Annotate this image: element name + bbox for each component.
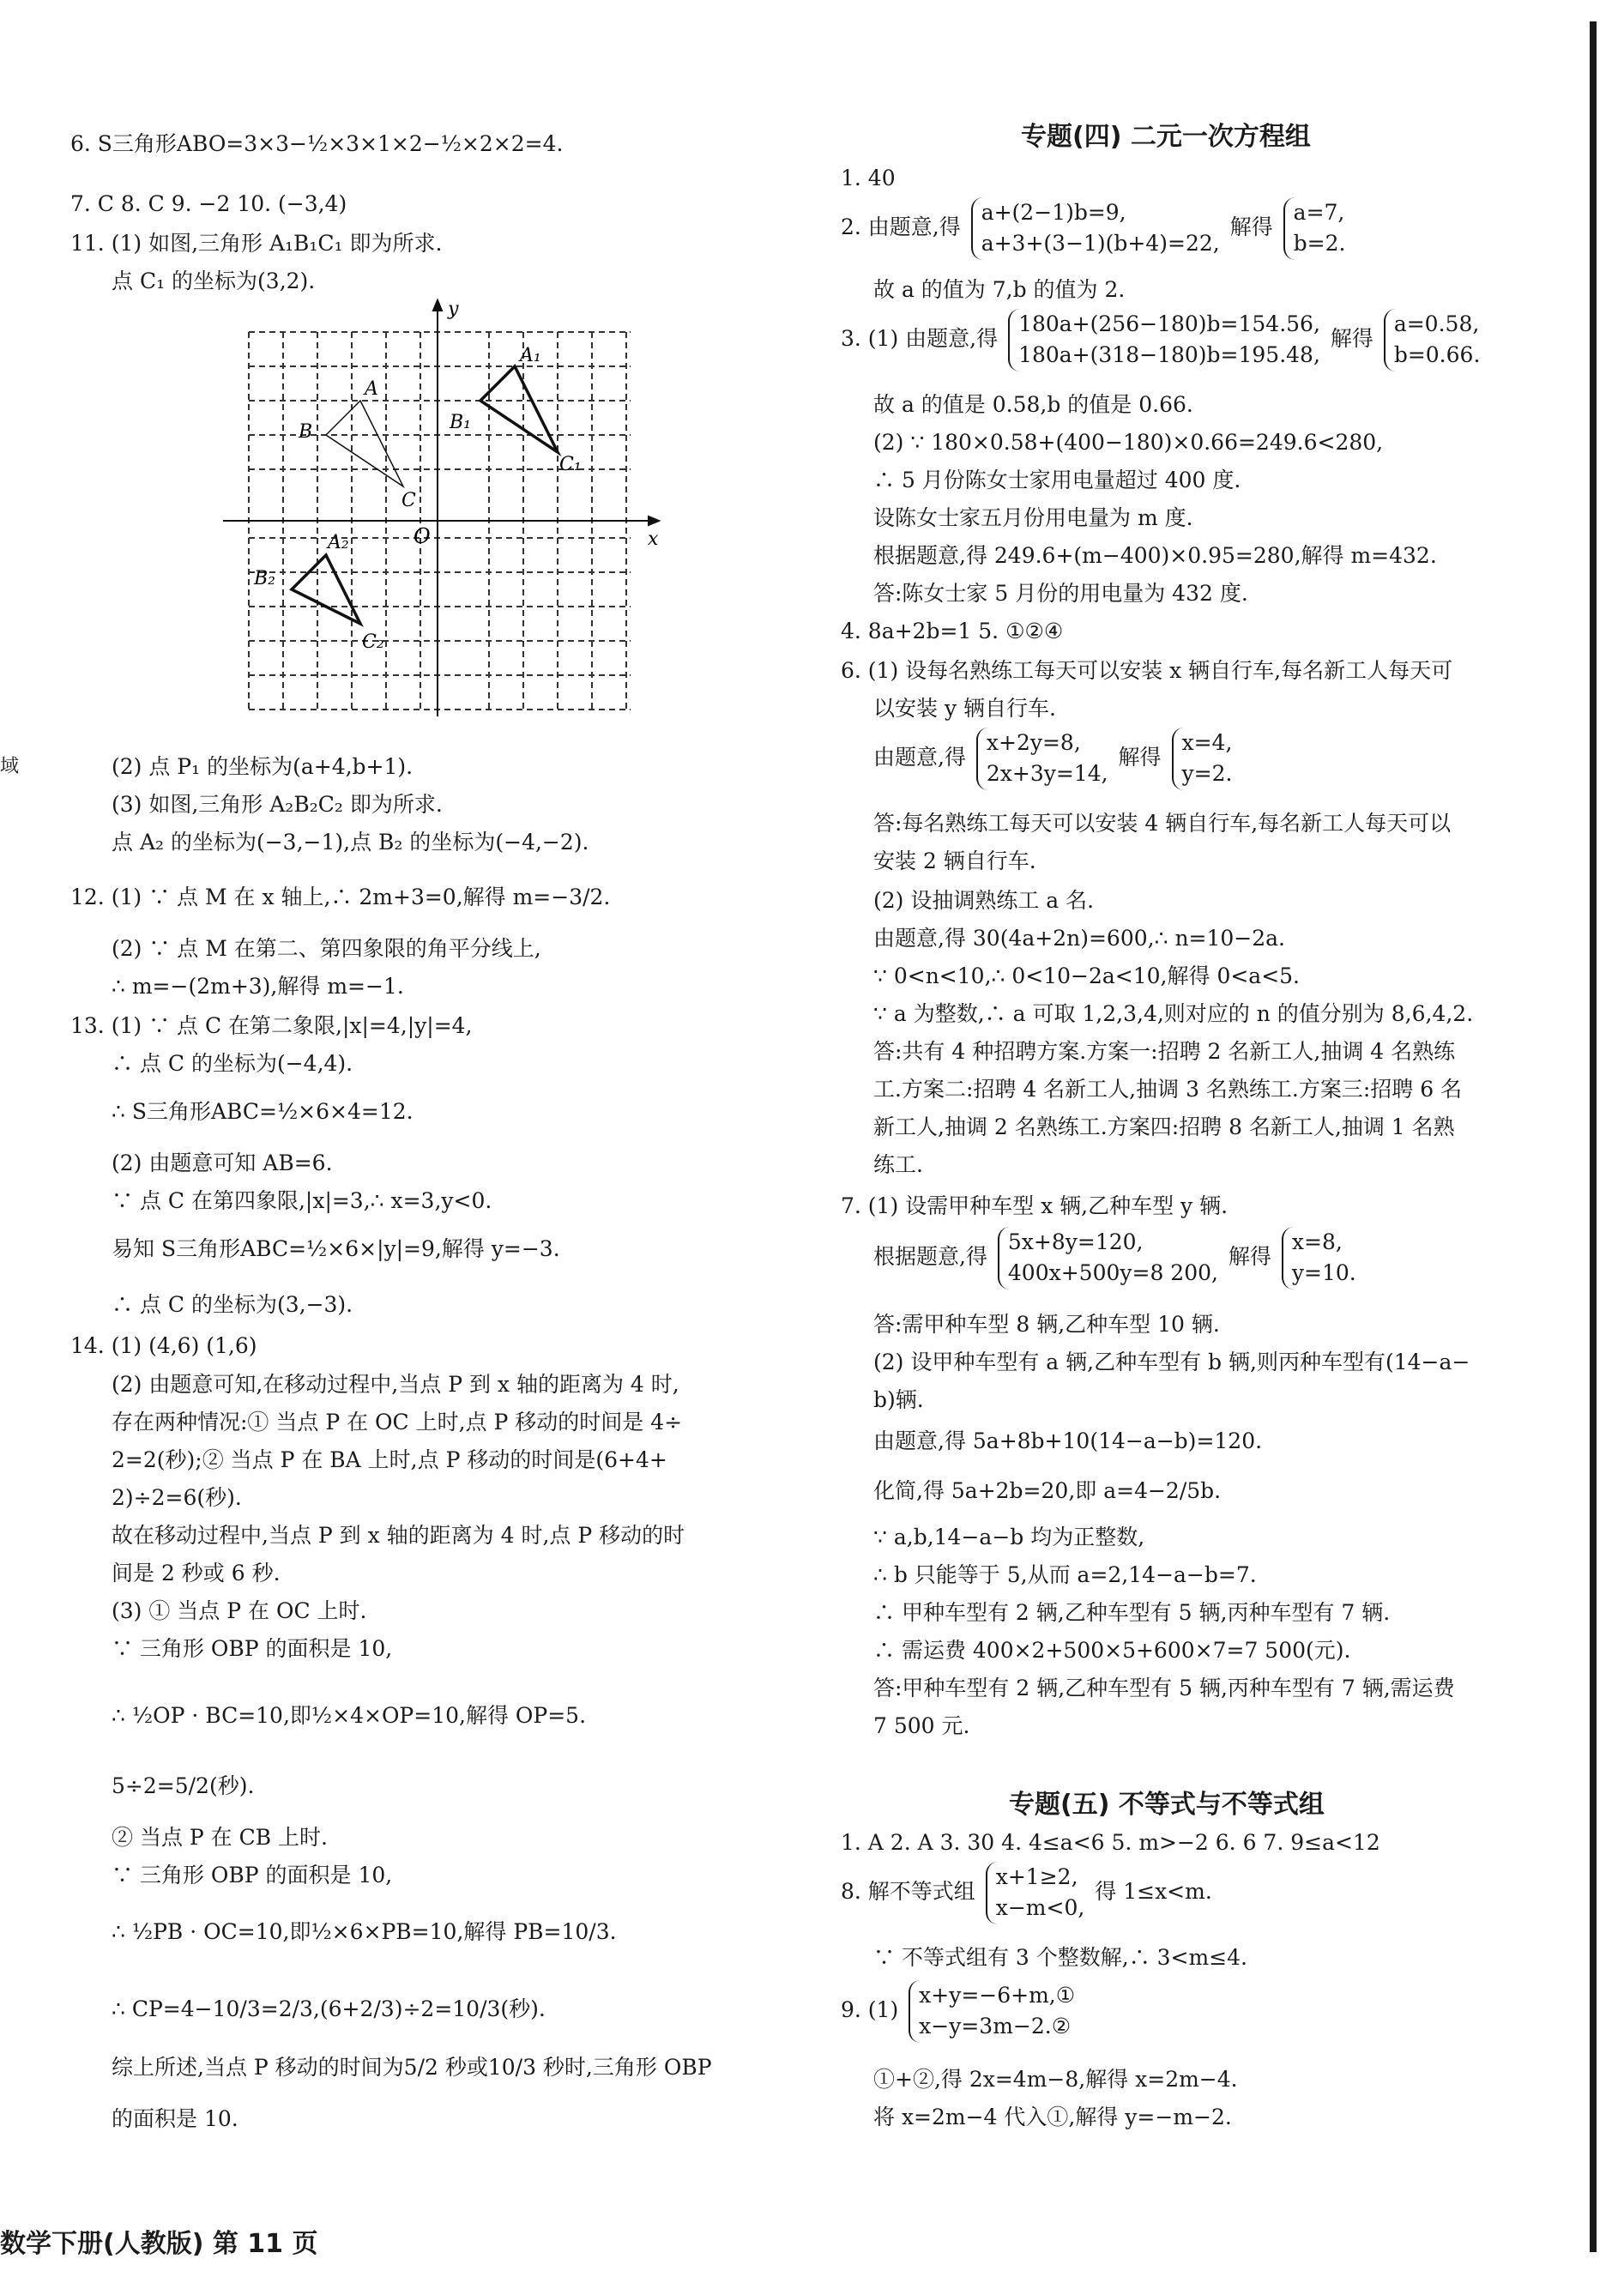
r6-eq2: 2x+3y=14, bbox=[986, 761, 1108, 787]
r7m: 7 500 元. bbox=[873, 1713, 970, 1738]
r7i: ∴ b 只能等于 5,从而 a=2,14−a−b=7. bbox=[873, 1562, 1257, 1587]
q14-2d: 2)÷2=6(秒). bbox=[112, 1485, 242, 1510]
r2-mid: 解得 bbox=[1229, 214, 1273, 239]
label-b2: B₂ bbox=[254, 568, 275, 589]
r6-system bbox=[976, 728, 1108, 790]
q11-3: (3) 如图,三角形 A₂B₂C₂ 即为所求. bbox=[112, 792, 443, 817]
q11-1b: 点 C₁ 的坐标为(3,2). bbox=[112, 269, 316, 293]
triangle-abc bbox=[326, 401, 403, 486]
q13-1c: ∴ S三角形ABC=½×6×4=12. bbox=[112, 1099, 414, 1124]
r2b: 故 a 的值为 7,b 的值为 2. bbox=[873, 277, 1126, 302]
q14-3i: 综上所述,当点 P 移动的时间为5/2 秒或10/3 秒时,三角形 OBP bbox=[112, 2055, 712, 2080]
q13-2b: ∵ 点 C 在第四象限,|x|=3,∴ x=3,y<0. bbox=[112, 1188, 492, 1213]
r3-lead: 3. (1) 由题意,得 bbox=[841, 325, 999, 351]
r6g: 由题意,得 30(4a+2n)=600,∴ n=10−2a. bbox=[873, 926, 1286, 951]
s8-eq2: x−m<0, bbox=[995, 1895, 1085, 1921]
r2-sol2: b=2. bbox=[1293, 231, 1346, 257]
q14-3j: 的面积是 10. bbox=[112, 2106, 238, 2131]
s8-system bbox=[986, 1862, 1085, 1924]
r7-sol1: x=8, bbox=[1291, 1229, 1343, 1254]
q11-2: (2) 点 P₁ 的坐标为(a+4,b+1). bbox=[112, 754, 414, 779]
q13-2d: ∴ 点 C 的坐标为(3,−3). bbox=[112, 1292, 353, 1317]
r7-sol2: y=10. bbox=[1291, 1260, 1356, 1286]
q6: 6. S三角形ABO=3×3−½×3×1×2−½×2×2=4. bbox=[70, 131, 564, 156]
q14-3d: 5÷2=5/2(秒). bbox=[112, 1773, 255, 1798]
r2-lead: 2. 由题意,得 bbox=[841, 214, 961, 239]
r6e: 安装 2 辆自行车. bbox=[873, 849, 1036, 873]
r3c: (2) ∵ 180×0.58+(400−180)×0.66=249.6<280, bbox=[873, 430, 1384, 455]
s8b: ∵ 不等式组有 3 个整数解,∴ 3<m≤4. bbox=[873, 1945, 1247, 1970]
r7f: 由题意,得 5a+8b+10(14−a−b)=120. bbox=[873, 1428, 1263, 1453]
r7-lead: 根据题意,得 bbox=[873, 1243, 987, 1269]
r3-system bbox=[1008, 309, 1320, 371]
label-b: B bbox=[299, 421, 313, 443]
r7a: 7. (1) 设需甲种车型 x 辆,乙种车型 y 辆. bbox=[841, 1193, 1229, 1218]
r6b: 以安装 y 辆自行车. bbox=[873, 696, 1056, 721]
q14-3e: ② 当点 P 在 CB 上时. bbox=[112, 1825, 329, 1850]
label-a: A bbox=[365, 378, 378, 400]
s8-mid: 得 1≤x<m. bbox=[1095, 1878, 1212, 1904]
s9-eq1: x+y=−6+m,① bbox=[919, 1983, 1076, 2008]
r6f: (2) 设抽调熟练工 a 名. bbox=[873, 888, 1095, 913]
q14-2e: 故在移动过程中,当点 P 到 x 轴的距离为 4 时,点 P 移动的时 bbox=[112, 1523, 685, 1548]
q14-3b: ∵ 三角形 OBP 的面积是 10, bbox=[112, 1636, 393, 1661]
r7l: 答:甲种车型有 2 辆,乙种车型有 5 辆,丙种车型有 7 辆,需运费 bbox=[873, 1676, 1455, 1700]
r3-sol2: b=0.66. bbox=[1393, 342, 1481, 368]
coordinate-graph bbox=[214, 296, 678, 725]
q14-2a: (2) 由题意可知,在移动过程中,当点 P 到 x 轴的距离为 4 时, bbox=[112, 1372, 679, 1397]
q14-2c: 2=2(秒);② 当点 P 在 BA 上时,点 P 移动的时间是(6+4+ bbox=[112, 1447, 667, 1472]
r6d: 答:每名熟练工每天可以安装 4 辆自行车,每名新工人每天可以 bbox=[873, 811, 1452, 836]
section-title-5: 专题(五) 不等式与不等式组 bbox=[1009, 1790, 1325, 1820]
s9-eq2: x−y=3m−2.② bbox=[919, 2014, 1072, 2039]
label-a2: A₂ bbox=[328, 532, 349, 553]
r1: 1. 40 bbox=[841, 166, 896, 190]
q14-3h: ∴ CP=4−10/3=2/3,(6+2/3)÷2=10/3(秒). bbox=[112, 1996, 546, 2021]
r2-sol1: a=7, bbox=[1293, 200, 1345, 225]
r3b: 故 a 的值是 0.58,b 的值是 0.66. bbox=[873, 392, 1193, 417]
s9b: ①+②,得 2x=4m−8,解得 x=2m−4. bbox=[873, 2067, 1238, 2092]
r7-eq2: 400x+500y=8 200, bbox=[1007, 1260, 1218, 1286]
label-c: C bbox=[401, 490, 416, 511]
r6-eq1: x+2y=8, bbox=[986, 730, 1081, 755]
r7-solution bbox=[1282, 1227, 1356, 1290]
label-a1: A₁ bbox=[520, 345, 541, 366]
r7h: ∵ a,b,14−a−b 均为正整数, bbox=[873, 1525, 1145, 1549]
r3-solution bbox=[1384, 309, 1481, 371]
q13-1b: ∴ 点 C 的坐标为(−4,4). bbox=[112, 1051, 353, 1076]
triangle-a1b1c1 bbox=[480, 366, 558, 452]
q14-2b: 存在两种情况:① 当点 P 在 OC 上时,点 P 移动的时间是 4÷ bbox=[112, 1410, 683, 1434]
s9-lead: 9. (1) bbox=[841, 1996, 899, 2022]
r6l: 新工人,抽调 2 名熟练工.方案四:招聘 8 名新工人,抽调 1 名熟 bbox=[873, 1114, 1455, 1139]
q13-2: (2) 由题意可知 AB=6. bbox=[112, 1151, 333, 1175]
triangle-a2b2c2 bbox=[292, 555, 360, 624]
r6-solution bbox=[1172, 728, 1233, 790]
r3f: 根据题意,得 249.6+(m−400)×0.95=280,解得 m=432. bbox=[873, 543, 1437, 568]
r7c: 答:需甲种车型 8 辆,乙种车型 10 辆. bbox=[873, 1312, 1220, 1337]
r7j: ∴ 甲种车型有 2 辆,乙种车型有 5 辆,丙种车型有 7 辆. bbox=[873, 1600, 1391, 1625]
r6k: 工.方案二:招聘 4 名新工人,抽调 3 名熟练工.方案三:招聘 6 名 bbox=[873, 1077, 1463, 1102]
label-b1: B₁ bbox=[450, 412, 471, 433]
r6-mid: 解得 bbox=[1118, 744, 1162, 770]
origin-label: O bbox=[414, 524, 431, 548]
q11-1: 11. (1) 如图,三角形 A₁B₁C₁ 即为所求. bbox=[70, 231, 443, 256]
s8-eq1: x+1≥2, bbox=[995, 1864, 1078, 1889]
r2-line bbox=[841, 197, 1349, 260]
r7-system bbox=[998, 1227, 1218, 1290]
q14-3a: (3) ① 当点 P 在 OC 上时. bbox=[112, 1598, 367, 1623]
label-c2: C₂ bbox=[362, 631, 384, 653]
y-axis-label: y bbox=[448, 299, 459, 320]
r2-eq2: a+3+(3−1)(b+4)=22, bbox=[981, 231, 1220, 257]
r7-line bbox=[873, 1227, 1360, 1290]
section-title-4: 专题(四) 二元一次方程组 bbox=[1021, 122, 1311, 152]
r6-sol1: x=4, bbox=[1181, 730, 1233, 755]
r6h: ∵ 0<n<10,∴ 0<10−2a<10,解得 0<a<5. bbox=[873, 963, 1300, 988]
r3g: 答:陈女士家 5 月份的用电量为 432 度. bbox=[873, 581, 1248, 606]
r6-lead: 由题意,得 bbox=[873, 744, 966, 770]
r3-line bbox=[841, 309, 1483, 371]
s8-line bbox=[841, 1862, 1212, 1924]
r2-system bbox=[971, 197, 1220, 260]
r7-mid: 解得 bbox=[1228, 1243, 1271, 1269]
q7-10: 7. C 8. C 9. −2 10. (−3,4) bbox=[70, 191, 347, 216]
r3-eq2: 180a+(318−180)b=195.48, bbox=[1018, 342, 1320, 368]
r2-eq1: a+(2−1)b=9, bbox=[981, 200, 1126, 225]
s9c: 将 x=2m−4 代入①,解得 y=−m−2. bbox=[873, 2105, 1232, 2129]
r6-line bbox=[873, 728, 1235, 790]
r7d: (2) 设甲种车型有 a 辆,乙种车型有 b 辆,则丙种车型有(14−a− bbox=[873, 1350, 1470, 1374]
q14-1: 14. (1) (4,6) (1,6) bbox=[70, 1333, 257, 1358]
s9-system bbox=[909, 1980, 1075, 2043]
r2-solution bbox=[1283, 197, 1346, 260]
r7-eq1: 5x+8y=120, bbox=[1007, 1229, 1144, 1254]
r3-sol1: a=0.58, bbox=[1393, 311, 1480, 336]
q14-3c: ∴ ½OP · BC=10,即½×4×OP=10,解得 OP=5. bbox=[112, 1703, 587, 1728]
r3-mid: 解得 bbox=[1330, 325, 1373, 351]
axes bbox=[223, 300, 659, 716]
page-edge-rule bbox=[1590, 21, 1597, 2252]
r7e: b)辆. bbox=[873, 1387, 924, 1412]
q14-3g: ∴ ½PB · OC=10,即½×6×PB=10,解得 PB=10/3. bbox=[112, 1919, 617, 1944]
r3d: ∴ 5 月份陈女士家用电量超过 400 度. bbox=[873, 468, 1241, 492]
s1-7: 1. A 2. A 3. 30 4. 4≤a<6 5. m>−2 6. 6 7. 9≤a<12 bbox=[841, 1830, 1380, 1855]
r3e: 设陈女士家五月份用电量为 m 度. bbox=[873, 505, 1193, 530]
q12-2: (2) ∵ 点 M 在第二、第四象限的角平分线上, bbox=[112, 936, 541, 961]
r3-eq1: 180a+(256−180)b=154.56, bbox=[1018, 311, 1320, 336]
page-footer: 数学下册(人教版) 第 11 页 bbox=[0, 2229, 318, 2259]
q13-1: 13. (1) ∵ 点 C 在第二象限,|x|=4,|y|=4, bbox=[70, 1013, 473, 1038]
q14-3f: ∵ 三角形 OBP 的面积是 10, bbox=[112, 1863, 393, 1887]
q13-2c: 易知 S三角形ABC=½×6×|y|=9,解得 y=−3. bbox=[112, 1236, 560, 1261]
q12-1: 12. (1) ∵ 点 M 在 x 轴上,∴ 2m+3=0,解得 m=−3/2. bbox=[70, 885, 611, 909]
q14-2f: 间是 2 秒或 6 秒. bbox=[112, 1561, 281, 1585]
r7g: 化简,得 5a+2b=20,即 a=4−2/5b. bbox=[873, 1478, 1222, 1503]
r4-5: 4. 8a+2b=1 5. ①②④ bbox=[841, 619, 1064, 643]
r7k: ∴ 需运费 400×2+500×5+600×7=7 500(元). bbox=[873, 1638, 1351, 1663]
label-c1: C₁ bbox=[559, 454, 582, 475]
q12-2b: ∴ m=−(2m+3),解得 m=−1. bbox=[112, 974, 404, 999]
r6-sol2: y=2. bbox=[1181, 761, 1233, 787]
r6i: ∵ a 为整数,∴ a 可取 1,2,3,4,则对应的 n 的值分别为 8,6,4,2. bbox=[873, 1001, 1474, 1026]
x-axis-label: x bbox=[648, 528, 659, 550]
q11-3b: 点 A₂ 的坐标为(−3,−1),点 B₂ 的坐标为(−4,−2). bbox=[112, 830, 589, 855]
s8-lead: 8. 解不等式组 bbox=[841, 1878, 975, 1904]
edge-char: 域 bbox=[0, 756, 20, 777]
r6j: 答:共有 4 种招聘方案.方案一:招聘 2 名新工人,抽调 4 名熟练 bbox=[873, 1039, 1456, 1064]
r6a: 6. (1) 设每名熟练工每天可以安装 x 辆自行车,每名新工人每天可 bbox=[841, 658, 1453, 683]
s9-line bbox=[841, 1980, 1078, 2043]
r6m: 练工. bbox=[873, 1152, 923, 1177]
